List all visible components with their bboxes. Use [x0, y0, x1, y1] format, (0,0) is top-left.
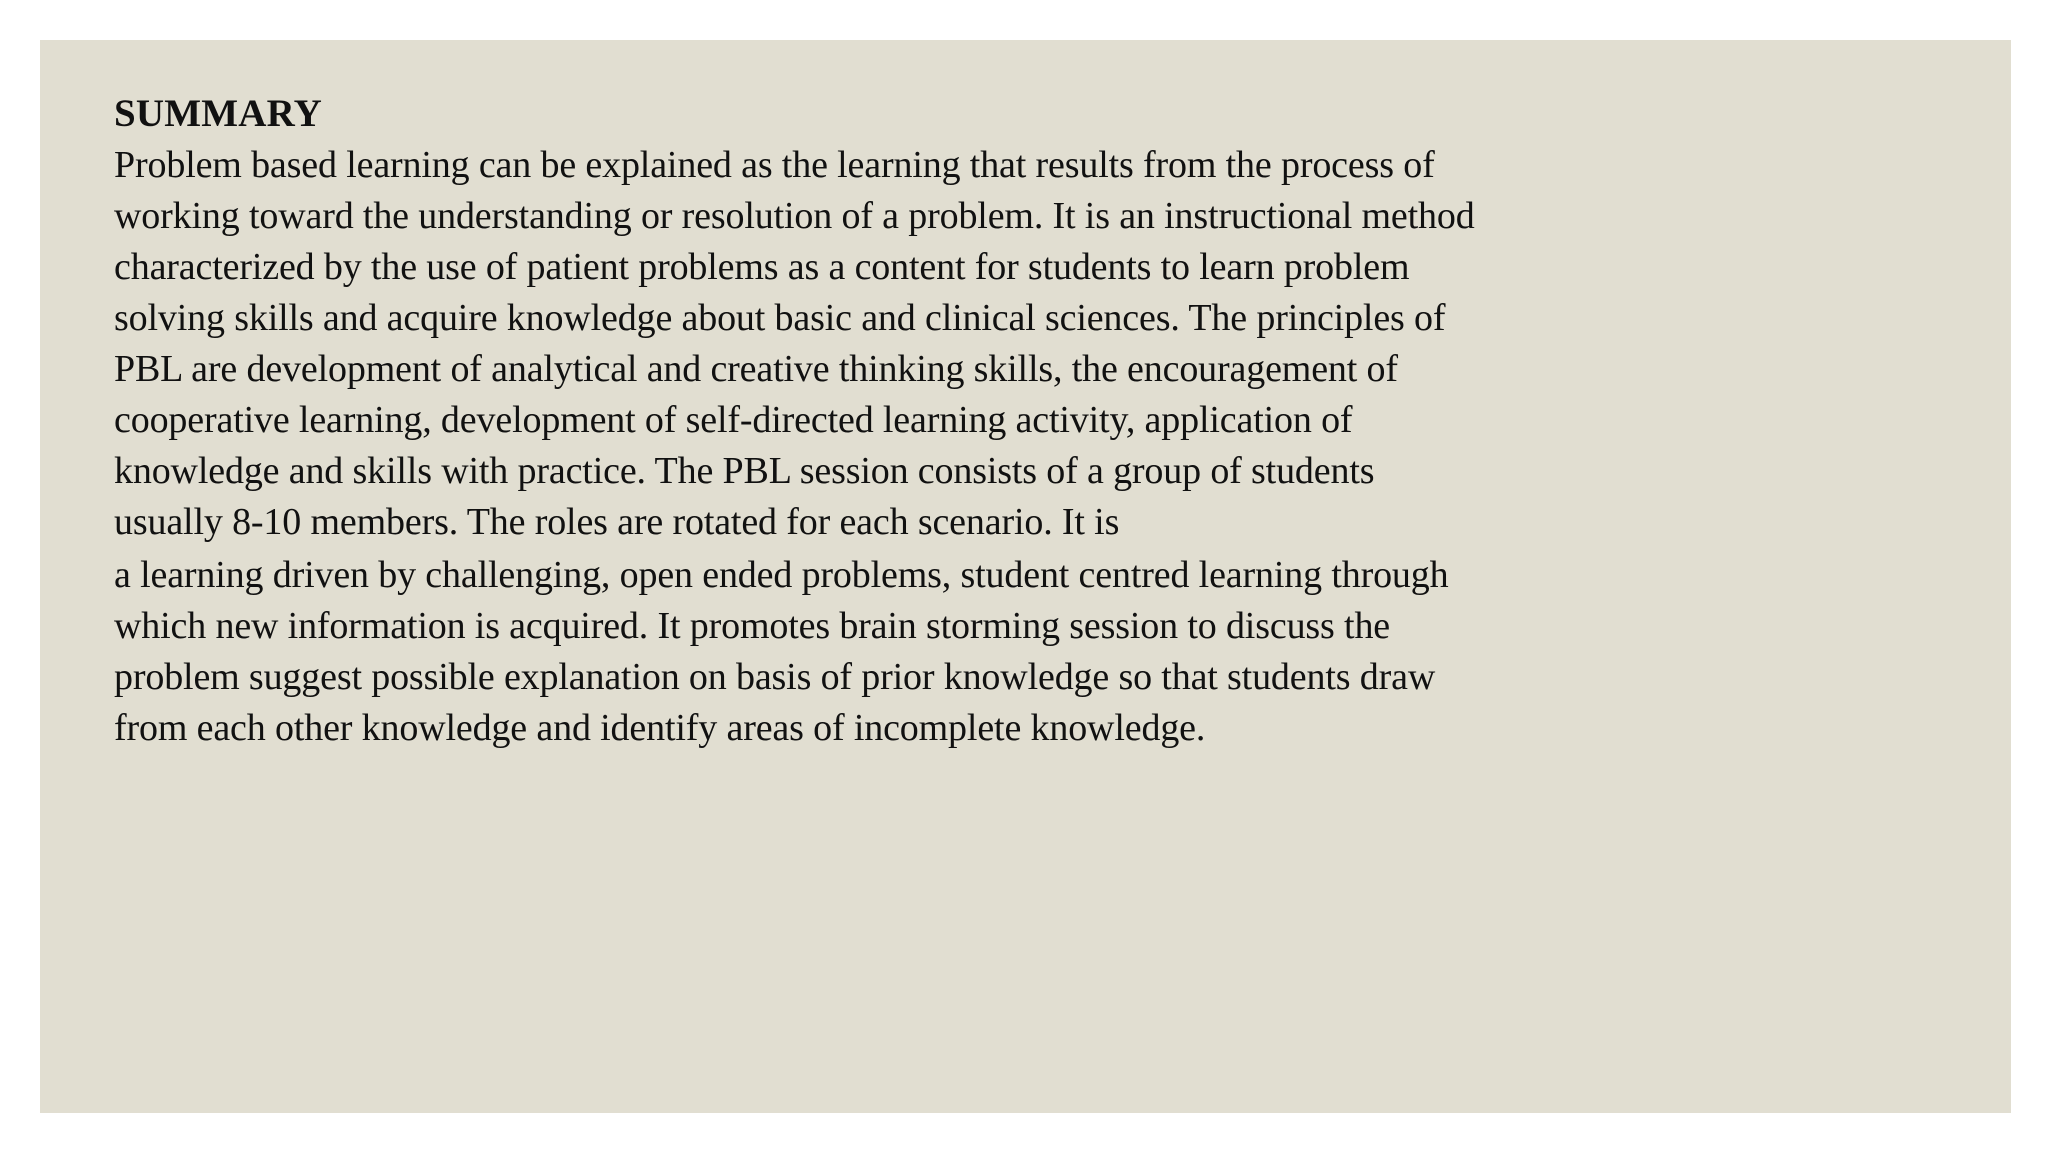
summary-line: knowledge and skills with practice. The PBL session consists of a group of students — [114, 450, 1375, 492]
summary-line: which new information is acquired. It promotes brain storming session to discuss the — [114, 605, 1391, 647]
summary-paragraph — [114, 140, 1634, 754]
summary-line: problem suggest possible explanation on basis of prior knowledge so that students draw — [114, 656, 1436, 698]
summary-line: Problem based learning can be explained as the learning that results from the process of — [114, 144, 1435, 186]
summary-line: solving skills and acquire knowledge about basic and clinical sciences. The principles of — [114, 297, 1446, 339]
summary-line: working toward the understanding or resolution of a problem. It is an instructional method — [114, 195, 1475, 237]
summary-line: characterized by the use of patient problems as a content for students to learn problem — [114, 246, 1410, 288]
summary-line: a learning driven by challenging, open ended problems, student centred learning through — [114, 554, 1449, 596]
summary-heading: SUMMARY — [114, 92, 322, 135]
summary-content — [114, 88, 1634, 754]
summary-line: from each other knowledge and identify areas of incomplete knowledge. — [114, 707, 1206, 749]
summary-line: usually 8-10 members. The roles are rotated for each scenario. It is — [114, 501, 1120, 543]
summary-line: PBL are development of analytical and creative thinking skills, the encouragement of — [114, 348, 1398, 390]
slide-panel — [40, 40, 2011, 1113]
summary-line: cooperative learning, development of self-directed learning activity, application of — [114, 399, 1353, 441]
